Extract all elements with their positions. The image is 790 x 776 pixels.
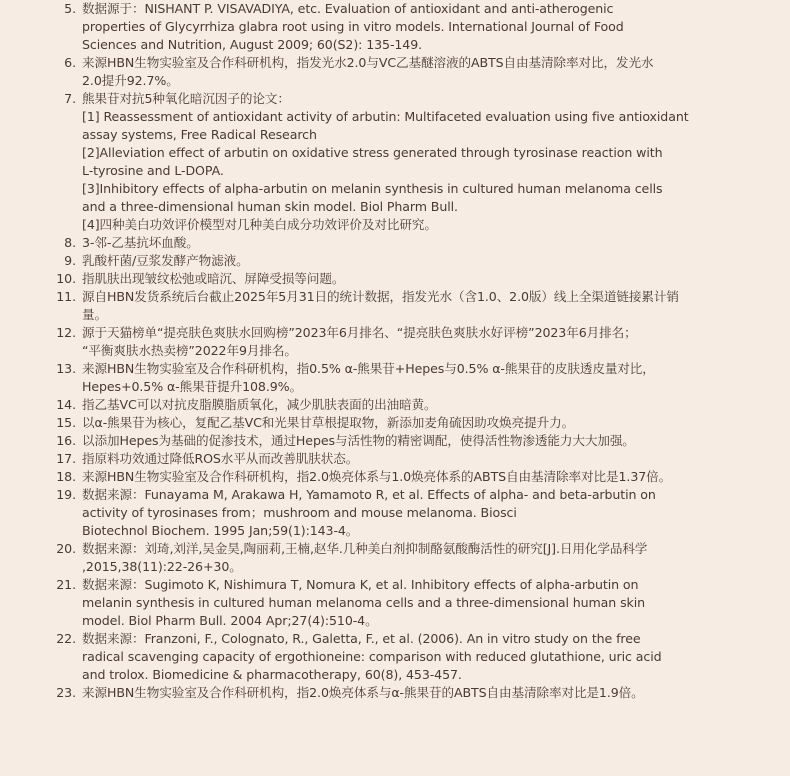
reference-item [46, 288, 750, 324]
reference-line: 以添加Hepes为基础的促渗技术，通过Hepes与活性物的精密调配，使得活性物渗透能力大大加强。 [82, 433, 635, 448]
reference-line: 源自HBN发货系统后台截止2025年5月31日的统计数据，指发光水（含1.0、2.0版）线上全渠道链接累计销 [82, 289, 679, 304]
reference-text [82, 0, 750, 54]
reference-text [82, 540, 750, 576]
reference-line: 量。 [82, 307, 107, 322]
reference-line: 数据来源：Franzoni, F., Colognato, R., Galetta, F., et al. (2006). An in vitro study on the free [82, 631, 641, 646]
reference-number: 13. [56, 361, 76, 376]
reference-text [82, 324, 750, 360]
reference-number: 18. [56, 469, 76, 484]
reference-line: 源于天猫榜单“提亮肤色爽肤水回购榜”2023年6月排名、“提亮肤色爽肤水好评榜”2023年6月排名； [82, 325, 637, 340]
reference-line: ,2015,38(11):22-26+30。 [82, 559, 242, 574]
reference-line: [3]Inhibitory effects of alpha-arbutin on melanin synthesis in cultured human melanoma cells [82, 181, 663, 196]
reference-line: properties of Glycyrrhiza glabra root using in vitro models. International Journal of Food [82, 19, 624, 34]
reference-number: 9. [64, 253, 76, 268]
reference-number: 11. [56, 289, 76, 304]
reference-line: [1] Reassessment of antioxidant activity of arbutin: Multifaceted evaluation using five antioxidant [82, 109, 689, 124]
reference-line: 数据来源：Funayama M, Arakawa H, Yamamoto R, et al. Effects of alpha- and beta-arbutin on [82, 487, 656, 502]
reference-item [46, 486, 750, 540]
reference-item [46, 90, 750, 234]
reference-item [46, 468, 750, 486]
reference-number: 21. [56, 577, 76, 592]
reference-text [82, 234, 750, 252]
reference-line: melanin synthesis in cultured human melanoma cells and a three-dimensional human skin [82, 595, 646, 610]
reference-line: model. Biol Pharm Bull. 2004 Apr;27(4):510-4。 [82, 613, 378, 628]
reference-number: 6. [64, 55, 76, 70]
reference-number: 16. [56, 433, 76, 448]
reference-number: 20. [56, 541, 76, 556]
reference-item [46, 252, 750, 270]
reference-line: “平衡爽肤水热卖榜”2022年9月排名。 [82, 343, 297, 358]
reference-text [82, 576, 750, 630]
reference-line: [4]四种美白功效评价模型对几种美白成分功效评价及对比研究。 [82, 217, 437, 232]
reference-line: 来源HBN生物实验室及合作科研机构，指2.0焕亮体系与1.0焕亮体系的ABTS自由基清除率对比是1.37倍。 [82, 469, 672, 484]
reference-text [82, 270, 750, 288]
reference-line: [2]Alleviation effect of arbutin on oxidative stress generated through tyrosinase reaction with [82, 145, 663, 160]
reference-line: 熊果苷对抗5种氧化暗沉因子的论文： [82, 91, 290, 106]
reference-line: activity of tyrosinases from；mushroom and mouse melanoma. Biosci [82, 505, 517, 520]
reference-item [46, 684, 750, 702]
reference-text [82, 630, 750, 684]
reference-text [82, 90, 750, 234]
reference-text [82, 252, 750, 270]
reference-item [46, 54, 750, 90]
reference-line: 2.0提升92.7%。 [82, 73, 179, 88]
reference-line: Sciences and Nutrition, August 2009; 60(S2): 135-149. [82, 37, 423, 52]
reference-item [46, 450, 750, 468]
reference-list [46, 0, 750, 702]
reference-text [82, 450, 750, 468]
reference-text [82, 468, 750, 486]
reference-item [46, 0, 750, 54]
reference-item [46, 234, 750, 252]
reference-number: 22. [56, 631, 76, 646]
reference-line: 数据源于：NISHANT P. VISAVADIYA, etc. Evaluation of antioxidant and anti-atherogenic [82, 1, 614, 16]
reference-line: and trolox. Biomedicine & pharmacotherapy, 60(8), 453-457. [82, 667, 462, 682]
reference-line: L-tyrosine and L-DOPA. [82, 163, 224, 178]
reference-line: 来源HBN生物实验室及合作科研机构，指发光水2.0与VC乙基醚溶液的ABTS自由基清除率对比，发光水 [82, 55, 654, 70]
reference-number: 15. [56, 415, 76, 430]
reference-item [46, 396, 750, 414]
reference-number: 7. [64, 91, 76, 106]
reference-line: 乳酸杆菌/豆浆发酵产物滤液。 [82, 253, 249, 268]
reference-line: 3-邻-乙基抗坏血酸。 [82, 235, 199, 250]
reference-number: 12. [56, 325, 76, 340]
reference-item [46, 630, 750, 684]
reference-line: Hepes+0.5% α-熊果苷提升108.9%。 [82, 379, 303, 394]
reference-text [82, 684, 750, 702]
reference-line: 数据来源：Sugimoto K, Nishimura T, Nomura K, et al. Inhibitory effects of alpha-arbutin on [82, 577, 639, 592]
reference-line: radical scavenging capacity of ergothioneine: comparison with reduced glutathione, uric acid [82, 649, 662, 664]
reference-number: 19. [56, 487, 76, 502]
reference-text [82, 288, 750, 324]
reference-item [46, 270, 750, 288]
reference-text [82, 360, 750, 396]
reference-text [82, 432, 750, 450]
reference-text [82, 486, 750, 540]
reference-number: 23. [56, 685, 76, 700]
reference-line: 以α-熊果苷为核心，复配乙基VC和光果甘草根提取物，新添加麦角硫因助攻焕亮提升力。 [82, 415, 575, 430]
reference-text [82, 414, 750, 432]
reference-number: 10. [56, 271, 76, 286]
reference-number: 5. [64, 1, 76, 16]
reference-item [46, 540, 750, 576]
reference-item [46, 324, 750, 360]
reference-item [46, 360, 750, 396]
reference-line: 数据来源：刘琦,刘洋,吴金昊,陶丽莉,王楠,赵华.几种美白剂抑制酪氨酸酶活性的研究[J].日用化学品科学 [82, 541, 648, 556]
reference-number: 8. [64, 235, 76, 250]
reference-line: 来源HBN生物实验室及合作科研机构，指2.0焕亮体系与α-熊果苷的ABTS自由基清除率对比是1.9倍。 [82, 685, 644, 700]
reference-text [82, 54, 750, 90]
reference-line: 指肌肤出现皱纹松弛或暗沉、屏障受损等问题。 [82, 271, 345, 286]
reference-line: Biotechnol Biochem. 1995 Jan;59(1):143-4。 [82, 523, 359, 538]
reference-line: 来源HBN生物实验室及合作科研机构，指0.5% α-熊果苷+Hepes与0.5% α-熊果苷的皮肤透皮量对比， [82, 361, 655, 376]
reference-item [46, 432, 750, 450]
reference-line: assay systems, Free Radical Research [82, 127, 317, 142]
reference-item [46, 576, 750, 630]
reference-line: and a three-dimensional human skin model. Biol Pharm Bull. [82, 199, 458, 214]
reference-number: 14. [56, 397, 76, 412]
reference-text [82, 396, 750, 414]
reference-line: 指原料功效通过降低ROS水平从而改善肌肤状态。 [82, 451, 359, 466]
reference-number: 17. [56, 451, 76, 466]
reference-line: 指乙基VC可以对抗皮脂膜脂质氧化，减少肌肤表面的出油暗黄。 [82, 397, 437, 412]
reference-item [46, 414, 750, 432]
